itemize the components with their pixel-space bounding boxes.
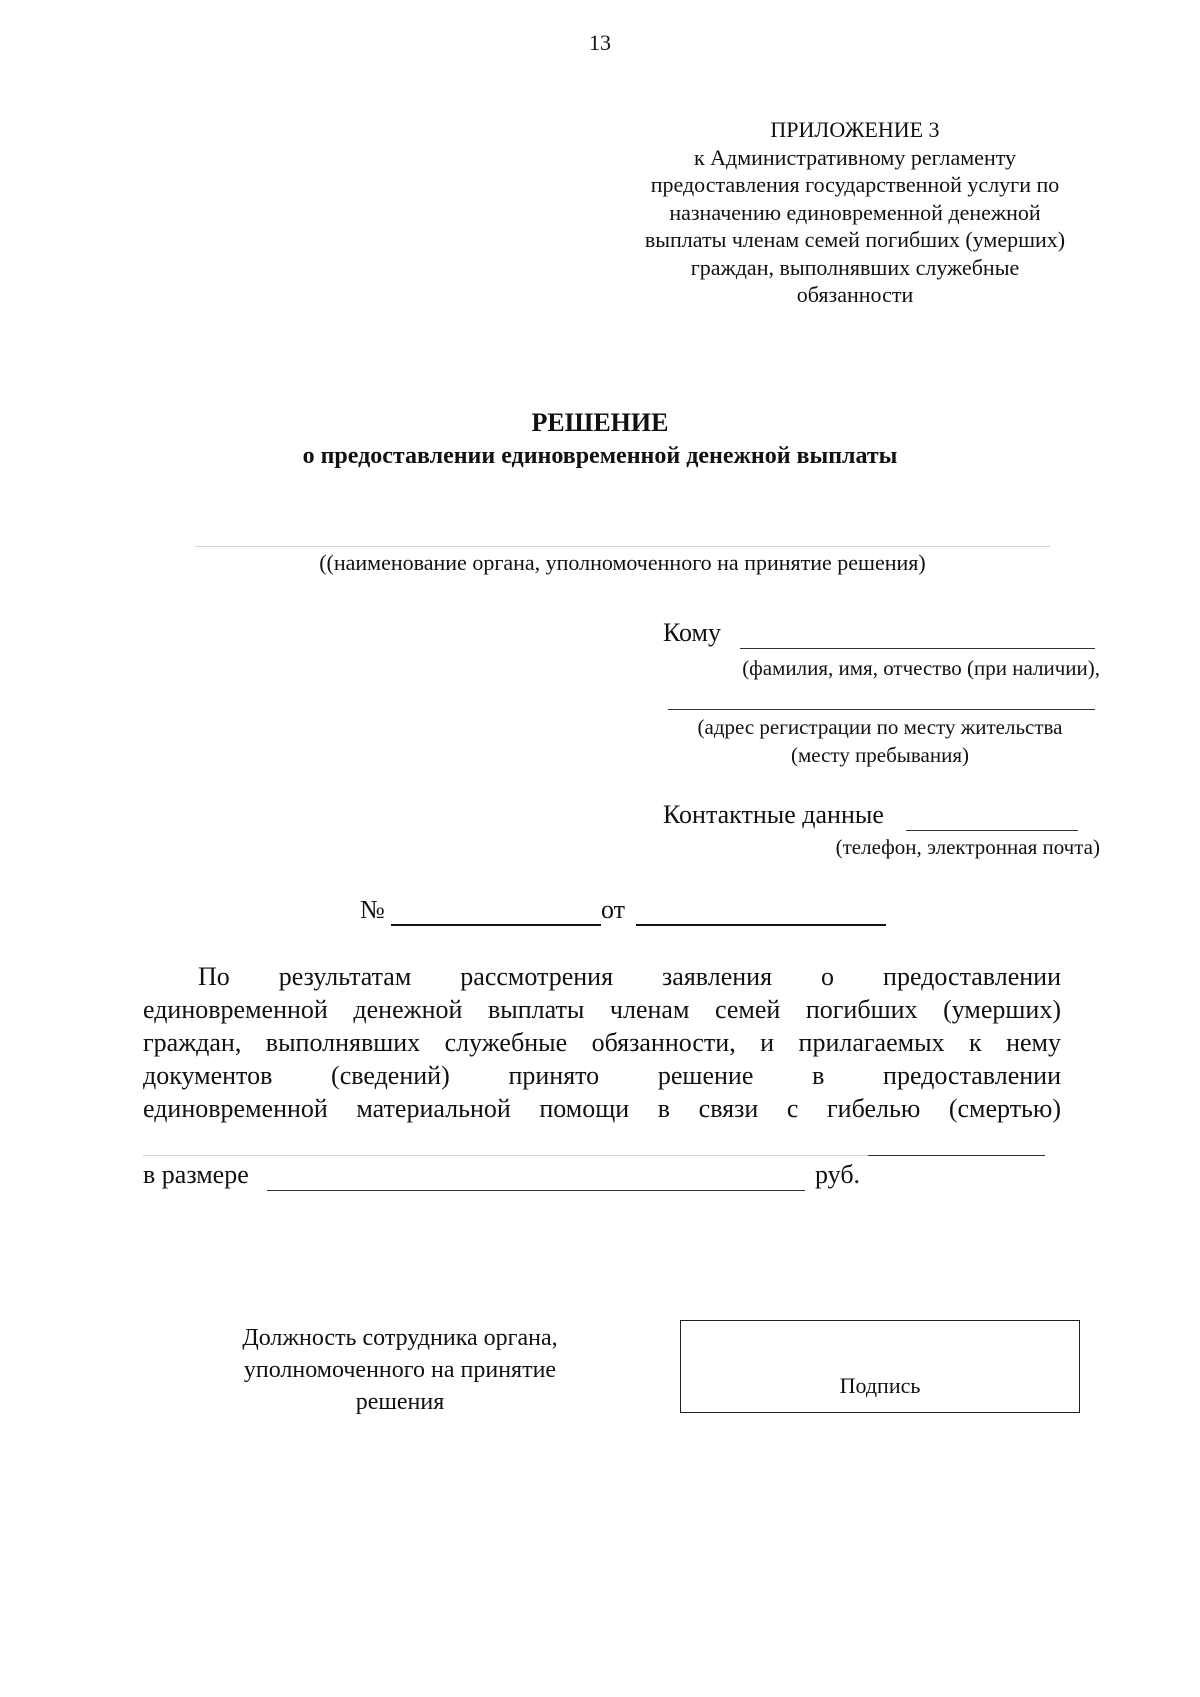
number-label: № (360, 895, 385, 924)
amount-label: в размере (143, 1160, 249, 1189)
contacts-caption: (телефон, электронная почта) (835, 835, 1100, 859)
date-label: от (601, 895, 626, 924)
address-caption-line: (месту пребывания) (790, 743, 970, 767)
paragraph-line: По результатам рассмотрения заявления о предоставлении (198, 962, 1061, 991)
recipient-name-line (740, 648, 1095, 649)
paragraph-line: документов (сведений) принято решение в предоставлении (143, 1061, 1061, 1090)
number-line (391, 924, 601, 926)
org-name-line (195, 546, 1050, 547)
contacts-line (906, 830, 1078, 831)
signature-label: Подпись (839, 1373, 921, 1398)
address-caption (660, 713, 1100, 769)
amount-line (267, 1190, 805, 1191)
document-title: РЕШЕНИЕ (531, 408, 669, 437)
appendix-line: граждан, выполнявших служебные (690, 254, 1020, 280)
document-subtitle: о предоставлении единовременной денежной выплаты (302, 443, 898, 469)
fill-line-short (868, 1155, 1045, 1156)
appendix-header (610, 116, 1100, 309)
paragraph-line: граждан, выполнявших служебные обязанности, и прилагаемых к нему (143, 1028, 1061, 1057)
org-name-caption: ((наименование органа, уполномоченного на принятие решения) (319, 550, 926, 575)
official-position (190, 1322, 610, 1418)
currency-label: руб. (815, 1160, 861, 1189)
position-line: Должность сотрудника органа, (242, 1325, 558, 1351)
paragraph-line: единовременной материальной помощи в связи с гибелью (смертью) (143, 1094, 1061, 1123)
date-line (636, 924, 886, 926)
decision-paragraph (143, 960, 1061, 1125)
appendix-line: назначению единовременной денежной (669, 199, 1041, 225)
position-line: решения (355, 1389, 445, 1415)
paragraph-line: единовременной денежной выплаты членам семей погибших (умерших) (143, 995, 1061, 1024)
appendix-line: выплаты членам семей погибших (умерших) (644, 227, 1066, 252)
fill-line-grey (143, 1155, 883, 1156)
address-line (668, 709, 1095, 710)
signature-box (680, 1320, 1080, 1413)
address-caption-line: (адрес регистрации по месту жительства (697, 715, 1063, 739)
recipient-label: Кому (663, 618, 722, 647)
appendix-line: к Административному регламенту (693, 144, 1017, 170)
fio-caption: (фамилия, имя, отчество (при наличии), (742, 656, 1100, 680)
appendix-line: обязанности (796, 282, 914, 307)
appendix-line: ПРИЛОЖЕНИЕ 3 (770, 117, 940, 142)
contacts-label: Контактные данные (663, 800, 884, 829)
page-number: 13 (589, 30, 611, 55)
position-line: уполномоченного на принятие (243, 1357, 557, 1383)
appendix-line: предоставления государственной услуги по (650, 172, 1060, 197)
